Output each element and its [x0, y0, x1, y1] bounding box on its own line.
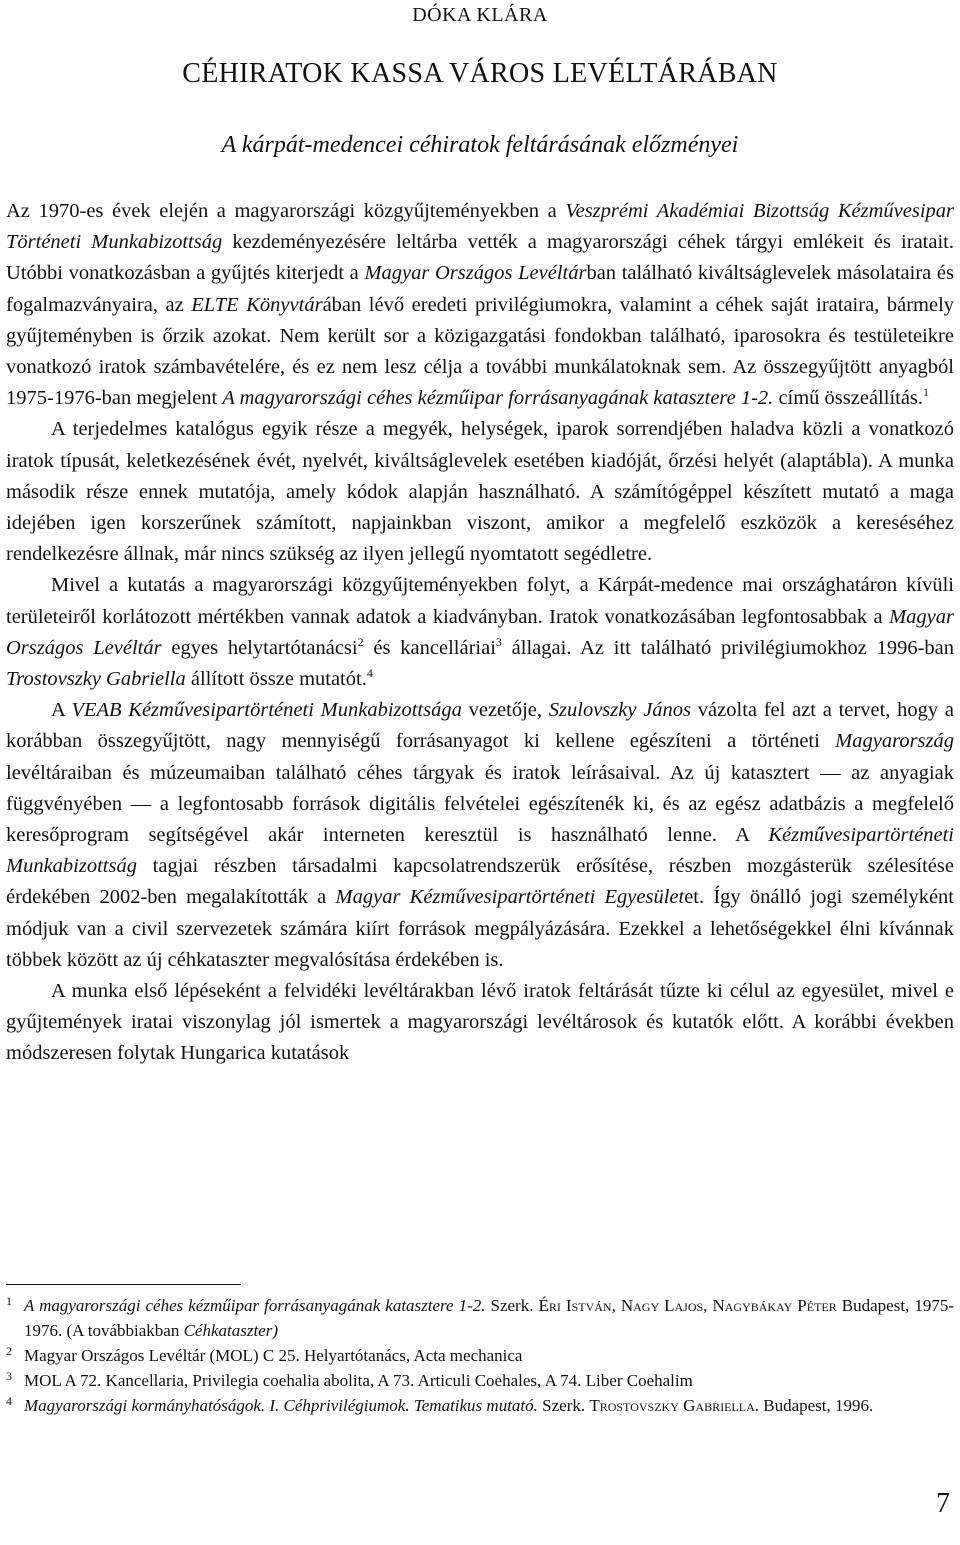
italic-book-title: A magyarországi céhes kézműipar forrásanyagának katasztere 1-2.: [222, 387, 774, 410]
footnote-number: 3: [6, 1369, 12, 1383]
article-body: [6, 196, 954, 1070]
section-subtitle: A kárpát-medencei céhiratok feltárásának előzményei: [221, 132, 739, 158]
footnote-number: 2: [6, 1344, 12, 1358]
paragraph-4: A VEAB Kézművesipartörténeti Munkabizottsága vezetője, Szulovszky János vázolta fel azt a tervet, hogy a korábban összegyűjtött, nagy mennyiségű forrásanyagot ki kellene egészíteni a történeti Magyarország levéltáraiban és múzeumaiban található céhes tárgyak és iratok leírásaival. Az új katasztert — az anyagiak függvényében — a legfontosabb források digitális felvételei egészítenék ki, és az egész adatbázis a megfelelő keresőprogram segítségével akár interneten keresztül is használható lenne. A Kézművesipartörténeti Munkabizottság tagjai részben társadalmi kapcsolatrendszerük erősítése, részben mozgásterük szélesítése érdekében 2002-ben megalakították a Magyar Kézművesipartörténeti Egyesületet. Így önálló jogi személyként módjuk van a civil szervezetek számára kiírt források megpályázására. Ezekkel a lehetőségekkel élni kívánnak többek között az új céhkataszter megvalósítása érdekében is.: [6, 699, 954, 971]
paragraph-2: A terjedelmes katalógus egyik része a megyék, helységek, iparok sorrendjében haladva közli a vonatkozó iratok típusát, keletkezésének évét, nyelvét, kiváltságlevelek esetében kiadóját, őrzési helyét (alaptábla). A munka második része ennek mutatója, amely kódok alapján használható. A számítógéppel készített mutató a maga idejében igen korszerűnek számított, napjainkban viszont, amikor a megfelelő eszközök a kereséséhez rendelkezésre állnak, már nincs szükség az ilyen jellegű nyomtatott segédletre.: [6, 418, 954, 566]
italic-name: Szulovszky János: [548, 699, 692, 722]
italic-name: Magyar Országos Levéltár: [6, 605, 954, 659]
footnote-ref[interactable]: 4: [366, 666, 373, 681]
footnotes: [6, 1293, 954, 1418]
italic-name: Magyar Országos Levéltár: [364, 262, 587, 285]
footnote-number: 4: [6, 1394, 12, 1408]
paragraph-3: Mivel a kutatás a magyarországi közgyűjteményekben folyt, a Kárpát-medence mai országhatáron kívüli területeiről korlátozott mértékben vannak adatok a kiadványban. Iratok vonatkozásában legfontosabbak a Magyar Országos Levéltár egyes helytartótanácsi$^2$ és kancelláriai$^3$ állagai. Az itt található privilégiumokhoz 1996-ban Trostovszky Gabriella állított össze mutatót.$^4$: [6, 574, 955, 691]
italic-name: Kézművesipartörténeti Munkabizottság: [6, 824, 954, 878]
author-name: DÓKA KLÁRA: [412, 4, 548, 26]
italic-name: Magyarország: [835, 730, 954, 753]
page-number: 7: [936, 1488, 950, 1519]
italic-name: Magyar Kézművesipartörténeti Egyesület: [335, 886, 685, 909]
footnote-number: 1: [6, 1294, 12, 1308]
paragraph-5: A munka első lépéseként a felvidéki levéltárakban lévő iratok feltárását tűzte ki célul az egyesület, mivel e gyűjtemények iratai viszonylag jól ismertek a magyarországi levéltárosok és kutatók előtt. A korábbi években módszeresen folytak Hungarica kutatások: [6, 980, 954, 1065]
footnote-divider: [6, 1284, 241, 1285]
footnote-4: 4 Magyarországi kormányhatóságok. I. Céhprivilégiumok. Tematikus mutató. Szerk. Trostovszky Gabriella. Budapest, 1996.: [6, 1393, 954, 1418]
footnote-ref[interactable]: 3: [495, 635, 502, 650]
footnote-3: 3 MOL A 72. Kancellaria, Privilegia coehalia abolita, A 73. Articuli Coehales, A 74. Liber Coehalim: [6, 1368, 954, 1393]
footnote-ref[interactable]: 1: [923, 385, 930, 400]
article-title: CÉHIRATOK KASSA VÁROS LEVÉLTÁRÁBAN: [182, 58, 778, 89]
paragraph-1: Az 1970-es évek elején a magyarországi közgyűjteményekben a Veszprémi Akadémiai Bizottság Kézművesipar Történeti Munkabizottság kezdeményezésére leltárba vették a magyarországi céhek tárgyi emlékeit és iratait. Utóbbi vonatkozásban a gyűjtés kiterjedt a Magyar Országos Levéltárban található kiváltságlevelek másolataira és fogalmazványaira, az ELTE Könyvtárában lévő eredeti privilégiumokra, valamint a céhek saját irataira, bármely gyűjteményben is őrzik azokat. Nem került sor a közigazgatási fondokban található, iparosokra és testületeikre vonatkozó iratok számbavételére, és ez nem lesz célja a további munkálatoknak sem. Az összegyűjtött anyagból 1975-1976-ban megjelent A magyarországi céhes kézműipar forrásanyagának katasztere 1-2. című összeállítás.$^1$: [6, 200, 955, 410]
footnote-2: 2 Magyar Országos Levéltár (MOL) C 25. Helyartótanács, Acta mechanica: [6, 1343, 954, 1368]
footnote-1: 1 A magyarországi céhes kézműipar forrásanyagának katasztere 1-2. Szerk. Éri István, Nagy Lajos, Nagybákay Péter Budapest, 1975-1976. (A továbbiakban Céhkataszter): [6, 1293, 954, 1343]
italic-name: Trostovszky Gabriella: [6, 668, 186, 691]
footnote-ref[interactable]: 2: [357, 635, 364, 650]
italic-name: Veszprémi Akadémiai Bizottság Kézművesipar Történeti Munkabizottság: [6, 200, 954, 254]
italic-name: VEAB Kézművesipartörténeti Munkabizottsága: [71, 699, 462, 722]
italic-name: ELTE Könyvtár: [191, 293, 323, 316]
